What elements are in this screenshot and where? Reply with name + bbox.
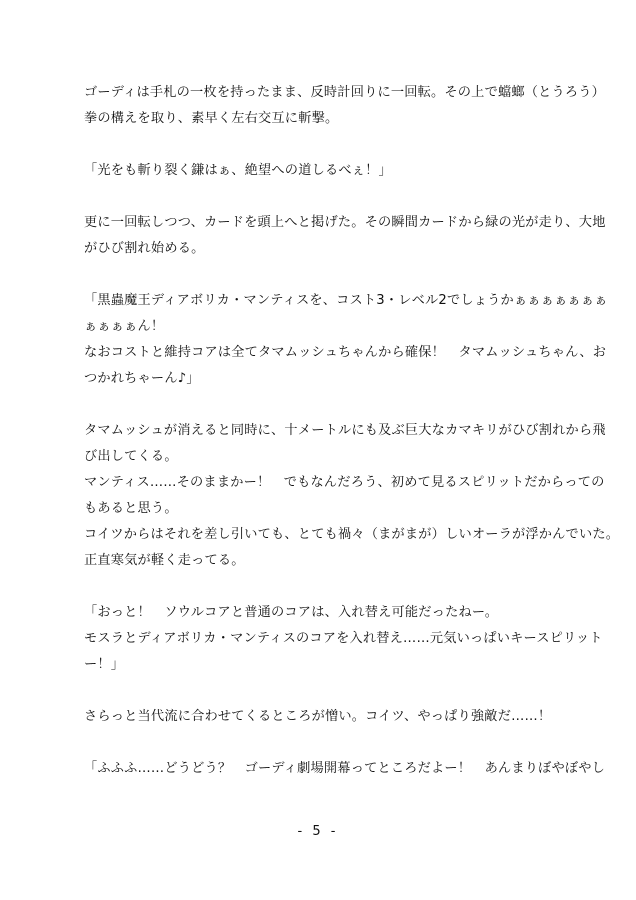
text-line: 拳の構えを取り、素早く左右交互に斬撃。 [84,111,339,126]
paragraph-gap [84,678,560,704]
paragraph-gap [84,132,560,158]
text-line: 更に一回転しつつ、カードを頭上へと掲げた。その瞬間カードから緑の光が走り、大地 [84,215,606,230]
paragraph [84,158,560,184]
paragraph-gap [84,262,560,288]
paragraph [84,288,608,392]
text-line: マンティス……そのままかー！ でもなんだろう、初めて見るスピリットだからっての [84,475,605,490]
paragraph [84,80,606,132]
paragraph-gap [84,574,560,600]
text-line: 「おっと！ ソウルコアと普通のコアは、入れ替え可能だったねー。 [84,605,499,620]
text-line: もあると思う。 [84,501,178,516]
text-line: なおコストと維持コアは全てタマムッシュちゃんから確保！ タマムッシュちゃん、お [84,345,607,360]
text-line: 正直寒気が軽く走ってる。 [84,553,245,568]
paragraph [84,418,620,574]
text-line: さらっと当代流に合わせてくるところが憎い。コイツ、やっぱり強敵だ……！ [84,709,552,724]
text-line: モスラとディアボリカ・マンティスのコアを入れ替え……元気いっぱいキースピリット [84,631,603,646]
paragraph [84,704,560,730]
text-line: つかれちゃーん♪」 [84,371,200,386]
text-line: 「光をも斬り裂く鎌はぁ、絶望への道しるべぇ！」 [84,163,392,178]
paragraph [84,600,603,678]
paragraph [84,756,606,782]
text-line: ゴーディは手札の一枚を持ったまま、反時計回りに一回転。その上で蟷螂（とうろう） [84,85,606,100]
text-line: タマムッシュが消えると同時に、十メートルにも及ぶ巨大なカマキリがひび割れから飛 [84,423,606,438]
page-number: - 5 - [297,824,339,839]
text-line: ー！」 [84,657,125,672]
body-text [84,80,620,782]
text-line: 「黒蟲魔王ディアボリカ・マンティスを、コスト3・レベル2でしょうかぁぁぁぁぁぁぁ [84,293,608,308]
paragraph-gap [84,184,560,210]
text-line: がひび割れ始める。 [84,241,205,256]
text-line: ぁぁぁぁん！ [84,319,165,334]
text-line: コイツからはそれを差し引いても、とても禍々（まがまが）しいオーラが浮かんでいた。 [84,527,620,542]
text-line: 「ふふふ……どうどう？ ゴーディ劇場開幕ってところだよー！ あんまりぼやぼやし [84,761,606,776]
paragraph-gap [84,730,560,756]
paragraph [84,210,606,262]
text-line: び出してくる。 [84,449,178,464]
paragraph-gap [84,392,560,418]
